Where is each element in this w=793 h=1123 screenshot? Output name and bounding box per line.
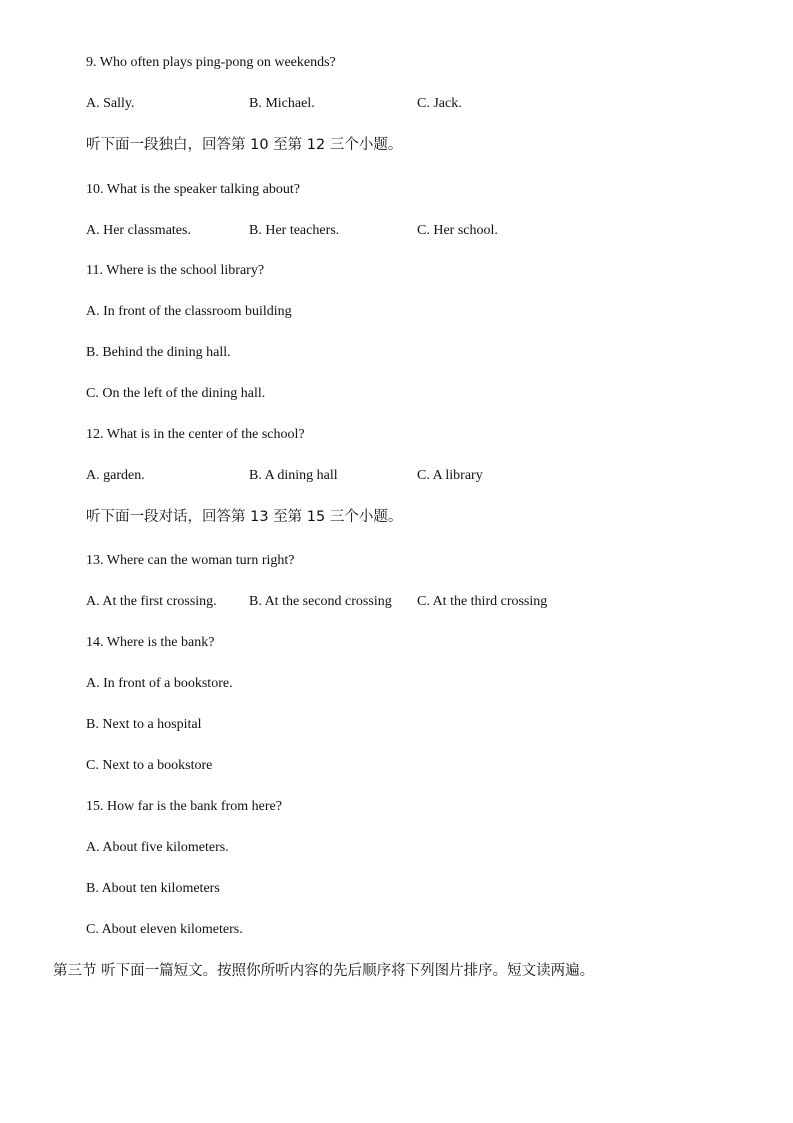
question-11-option-c: C. On the left of the dining hall. (86, 386, 266, 401)
question-12-option-b: B. A dining hall (249, 468, 338, 483)
question-11-option-a: A. In front of the classroom building (86, 304, 292, 319)
question-15-option-b: B. About ten kilometers (86, 881, 220, 896)
question-12: 12. What is in the center of the school? (86, 427, 305, 442)
question-10-option-c: C. Her school. (417, 223, 498, 238)
question-13-option-c: C. At the third crossing (417, 594, 548, 609)
question-14-option-a: A. In front of a bookstore. (86, 676, 233, 691)
question-13-option-b: B. At the second crossing (249, 594, 392, 609)
question-13: 13. Where can the woman turn right? (86, 553, 295, 568)
question-9-option-c: C. Jack. (417, 96, 462, 111)
question-15-option-a: A. About five kilometers. (86, 840, 229, 855)
question-9: 9. Who often plays ping-pong on weekends? (86, 55, 336, 70)
instruction-dialogue: 听下面一段对话，回答第 13 至第 15 三个小题。 (86, 509, 403, 525)
question-12-option-c: C. A library (417, 468, 483, 483)
question-9-option-b: B. Michael. (249, 96, 315, 111)
question-12-option-a: A. garden. (86, 468, 145, 483)
question-15: 15. How far is the bank from here? (86, 799, 282, 814)
question-15-option-c: C. About eleven kilometers. (86, 922, 243, 937)
question-11: 11. Where is the school library? (86, 263, 265, 278)
question-10-option-a: A. Her classmates. (86, 223, 191, 238)
question-10-option-b: B. Her teachers. (249, 223, 340, 238)
question-14: 14. Where is the bank? (86, 635, 215, 650)
question-11-option-b: B. Behind the dining hall. (86, 345, 231, 360)
question-9-option-a: A. Sally. (86, 96, 135, 111)
question-13-option-a: A. At the first crossing. (86, 594, 217, 609)
instruction-monologue: 听下面一段独白，回答第 10 至第 12 三个小题。 (86, 137, 403, 153)
question-14-option-c: C. Next to a bookstore (86, 758, 213, 773)
section-3-heading: 第三节 听下面一篇短文。按照你所听内容的先后顺序将下列图片排序。短文读两遍。 (53, 963, 595, 979)
question-14-option-b: B. Next to a hospital (86, 717, 202, 732)
question-10: 10. What is the speaker talking about? (86, 182, 300, 197)
